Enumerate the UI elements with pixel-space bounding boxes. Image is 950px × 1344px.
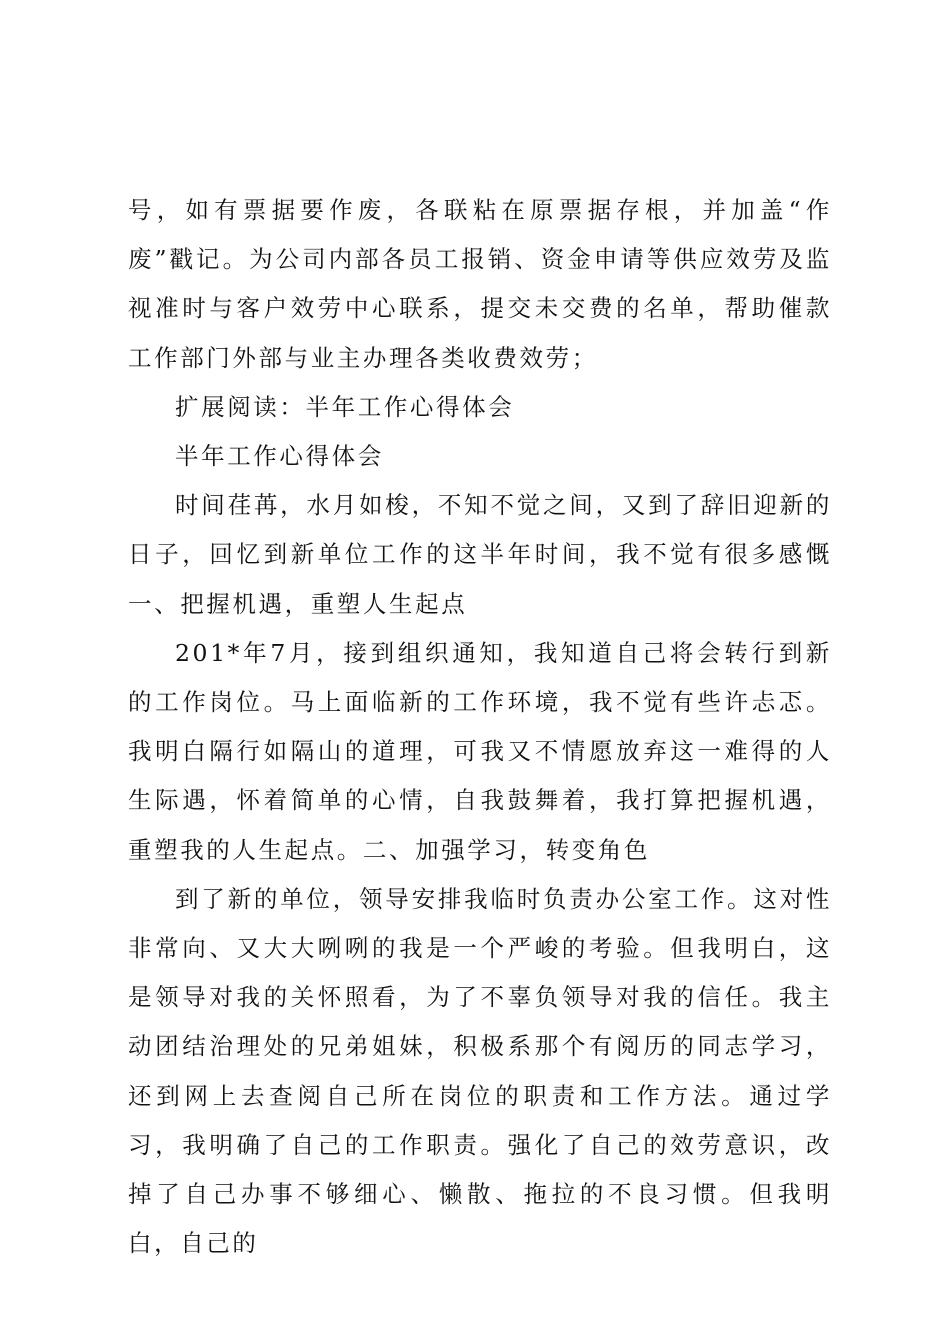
paragraph-continuation: 号，如有票据要作废，各联粘在原票据存根，并加盖“作废”戳记。为公司内部各员工报销、资金申请等供应效劳及监视准时与客户效劳中心联系，提交未交费的名单，帮助催款工作部门外部与业主办理各类收费效劳；: [128, 196, 832, 372]
paragraph-new-unit: 到了新的单位，领导安排我临时负责办公室工作。这对性非常向、又大大咧咧的我是一个严峻的考验。但我明白，这是领导对我的关怀照看，为了不辜负领导对我的信任。我主动团结治理处的兄弟姐妹，积极系那个有阅历的同志学习，还到网上去查阅自己所在岗位的职责和工作方法。通过学习，我明确了自己的工作职责。强化了自己的效劳意识，改掉了自己办事不够细心、懒散、拖拉的不良习惯。但我明白，自己的: [128, 884, 832, 1258]
document-body: [128, 186, 832, 1268]
extended-reading-line: 扩展阅读：半年工作心得体会: [175, 392, 515, 421]
paragraph-july: 201*年7月，接到组织通知，我知道自己将会转行到新的工作岗位。马上面临新的工作环境，我不觉有些许忐忑。我明白隔行如隔山的道理，可我又不情愿放弃这一难得的人生际遇，怀着简单的心情，自我鼓舞着，我打算把握机遇，重塑我的人生起点。二、加强学习，转变角色: [128, 638, 832, 864]
section-title: 半年工作心得体会: [175, 442, 384, 471]
paragraph-intro: 时间荏苒，水月如梭，不知不觉之间，又到了辞旧迎新的日子，回忆到新单位工作的这半年时间，我不觉有很多感慨一、把握机遇，重塑人生起点: [128, 491, 832, 618]
